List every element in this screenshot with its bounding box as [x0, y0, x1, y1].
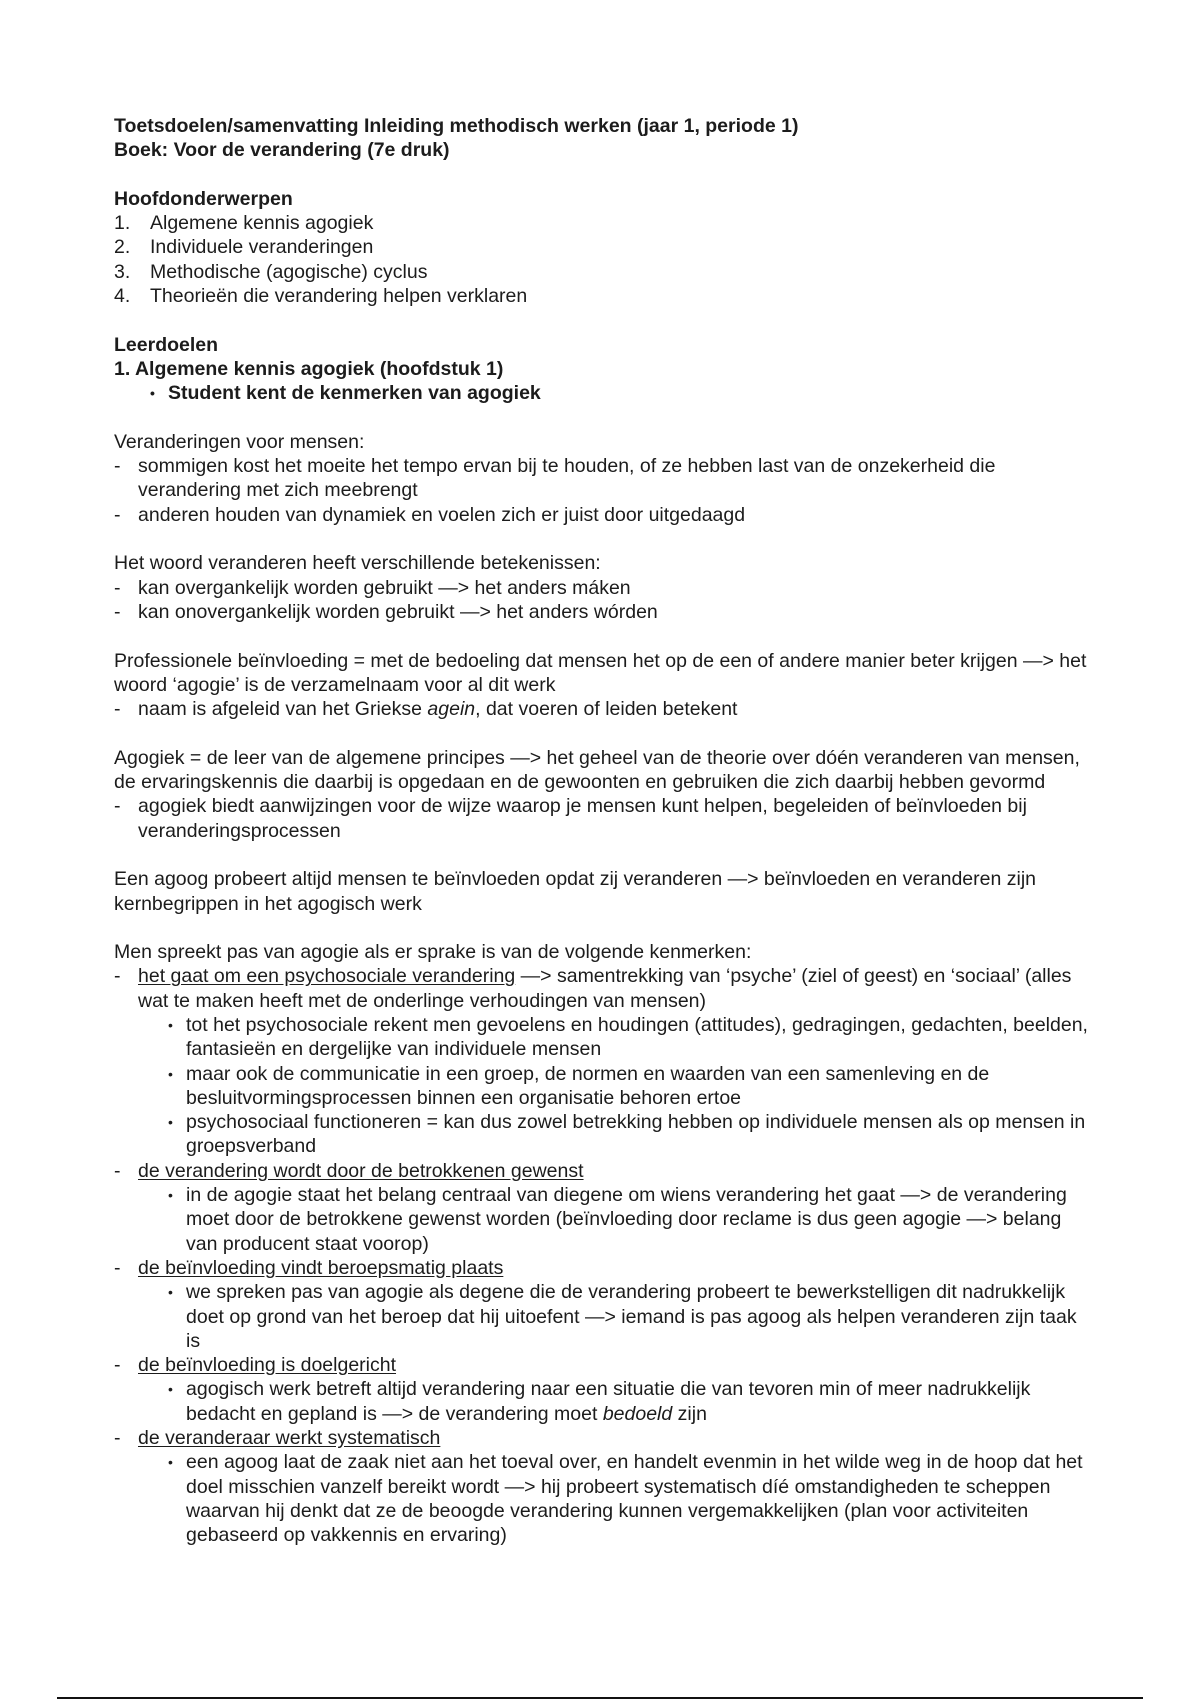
kenmerk-item: - de beïnvloeding vindt beroepsmatig plaats	[114, 1256, 504, 1279]
kenmerk-item: - de beïnvloeding is doelgericht	[114, 1354, 397, 1377]
sub-bullet: • tot het psychosociale rekent men gevoelens en houdingen (attitudes), gedragingen, gedachten, beelden, fantasieën en dergelijke van individuele mensen	[168, 1013, 1088, 1061]
topic-item: 1. Algemene kennis agogiek	[114, 212, 374, 235]
dash-item: - sommigen kost het moeite het tempo ervan bij te houden, of ze hebben last van de onzekerheid die verandering met zich meebrengt	[114, 455, 996, 502]
topic-item: 3. Methodische (agogische) cyclus	[114, 260, 428, 283]
book-line: Boek: Voor de verandering (7e druk)	[114, 139, 450, 162]
kenmerk-item: - het gaat om een psychosociale verandering —> samentrekking van ‘psyche’ (ziel of geest) en ‘sociaal’ (alles wat te maken heeft met de onderlinge verhoudingen van mensen)	[114, 965, 1072, 1012]
sub-bullet: • maar ook de communicatie in een groep, de normen en waarden van een samenleving en de besluitvormingsprocessen binnen een organisatie behoren ertoe	[168, 1062, 990, 1109]
paragraph: Professionele beïnvloeding = met de bedoeling dat mensen het op de een of andere manier beter krijgen —> het woord ‘agogie’ is de verzamelnaam voor al dit werk	[114, 649, 1087, 696]
footer-divider	[57, 1697, 1143, 1699]
kenmerk-item: - de verandering wordt door de betrokkenen gewenst	[114, 1159, 584, 1182]
paragraph-intro: Veranderingen voor mensen:	[114, 430, 365, 453]
bullet-dot: •	[150, 385, 155, 402]
dash-item: - kan onovergankelijk worden gebruikt —> het anders wórden	[114, 600, 658, 623]
dash-item: - agogiek biedt aanwijzingen voor de wijze waarop je mensen kunt helpen, begeleiden of beïnvloeden bij veranderingsprocessen	[114, 795, 1027, 842]
sub-bullet: • een agoog laat de zaak niet aan het toeval over, en handelt evenmin in het wilde weg in de hoop dat het doel misschien vanzelf bereikt wordt —> hij probeert systematisch díé omstandigheden te scheppen waarvan hij denkt dat ze de beoogde verandering kunnen vergemakkelijken (plan voor activiteiten gebaseerd op vakkennis en ervaring)	[168, 1451, 1083, 1547]
topic-item: 4. Theorieën die verandering helpen verklaren	[114, 285, 528, 308]
topics-heading: Hoofdonderwerpen	[114, 187, 293, 210]
document-title: Toetsdoelen/samenvatting Inleiding methodisch werken (jaar 1, periode 1)	[114, 115, 799, 137]
dash-item: - anderen houden van dynamiek en voelen zich er juist door uitgedaagd	[114, 503, 746, 526]
topic-item: 2. Individuele veranderingen	[114, 236, 374, 259]
goals-heading: Leerdoelen	[114, 333, 219, 356]
paragraph: Een agoog probeert altijd mensen te beïnvloeden opdat zij veranderen —> beïnvloeden en veranderen zijn kernbegrippen in het agogisch werk	[114, 868, 1037, 915]
topics-list	[114, 211, 1094, 308]
dash-item: - naam is afgeleid van het Griekse agein, dat voeren of leiden betekent	[114, 698, 738, 721]
kenmerk-item: - de veranderaar werkt systematisch	[114, 1427, 441, 1450]
sub-bullet: • psychosociaal functioneren = kan dus zowel betrekking hebben op individuele mensen als op mensen in groepsverband	[168, 1111, 1086, 1158]
document-body	[114, 114, 1094, 1548]
paragraph-intro: Het woord veranderen heeft verschillende betekenissen:	[114, 552, 601, 575]
sub-bullet: • we spreken pas van agogie als degene die de verandering probeert te bewerkstelligen dit nadrukkelijk doet op grond van het beroep dat hij uitoefent —> iemand is pas agoog als helpen veranderen zijn taak is	[168, 1281, 1077, 1352]
sub-bullet: • agogisch werk betreft altijd verandering naar een situatie die van tevoren min of meer nadrukkelijk bedacht en gepland is —> de verandering moet bedoeld zijn	[168, 1378, 1031, 1425]
sub-bullet: • in de agogie staat het belang centraal van diegene om wiens verandering het gaat —> de verandering moet door de betrokkene gewenst worden (beïnvloeding door reclame is dus geen agogie —> belang van producent staat voorop)	[168, 1184, 1067, 1255]
paragraph: Agogiek = de leer van de algemene principes —> het geheel van de theorie over dóén veranderen van mensen, de ervaringskennis die daarbij is opgedaan en de gewoonten en gebruiken die zich daarbij hebben gevormd	[114, 746, 1080, 794]
dash-item: - kan overgankelijk worden gebruikt —> het anders máken	[114, 576, 631, 599]
paragraph-intro: Men spreekt pas van agogie als er sprake is van de volgende kenmerken:	[114, 941, 752, 964]
goal-subheading: 1. Algemene kennis agogiek (hoofdstuk 1)	[114, 357, 504, 380]
goal-bullet: • Student kent de kenmerken van agogiek	[150, 382, 541, 405]
